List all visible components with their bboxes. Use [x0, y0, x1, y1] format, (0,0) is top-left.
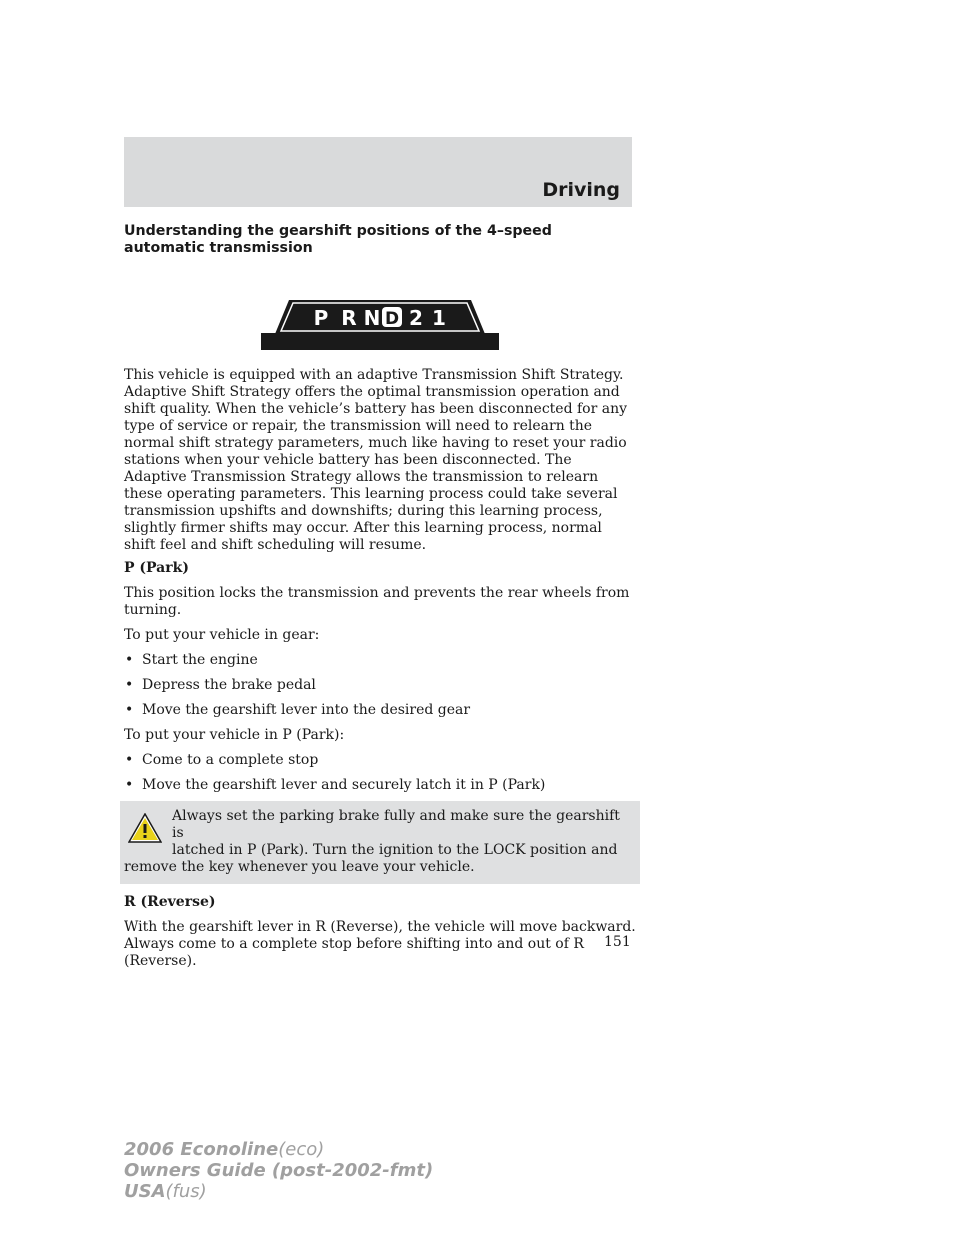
footer-region: USA: [124, 1181, 166, 1202]
list-item: [124, 777, 636, 794]
page-content: [124, 223, 636, 978]
list-item-text: Depress the brake pedal: [142, 677, 316, 693]
gear-n-label: N: [363, 306, 381, 330]
warning-line-3: remove the key whenever you leave your vehicle.: [124, 859, 475, 875]
list-item: [124, 702, 636, 719]
gear-intro: To put your vehicle in gear:: [124, 627, 320, 643]
document-footer: [124, 1139, 433, 1202]
section-title: Driving: [542, 179, 620, 201]
footer-line-1: [124, 1139, 433, 1160]
footer-guide: Owners Guide (post-2002-fmt): [124, 1160, 434, 1181]
gear-2-label: 2: [409, 306, 423, 330]
footer-model-code: (eco): [278, 1139, 325, 1160]
bullet: •: [125, 777, 134, 793]
park-intro: To put your vehicle in P (Park):: [124, 727, 345, 743]
warning-line-2: latched in P (Park). Turn the ignition to the LOCK position and: [172, 842, 618, 858]
footer-model: 2006 Econoline: [124, 1139, 279, 1160]
list-item: [124, 677, 636, 694]
footer-line-3: [124, 1181, 433, 1202]
reverse-heading: R (Reverse): [124, 894, 216, 910]
footer-region-code: (fus): [165, 1181, 207, 1202]
list-item-text: Start the engine: [142, 652, 258, 668]
gear-steps-list: [124, 652, 636, 719]
page-number: 151: [604, 934, 631, 950]
gear-p-label: P: [313, 306, 329, 330]
gear-selector-graphic: [261, 300, 499, 350]
warning-triangle-icon: [128, 813, 162, 843]
bullet: •: [125, 702, 134, 718]
gear-1-label: 1: [432, 306, 446, 330]
gear-r-label: R: [341, 306, 357, 330]
intro-paragraph: This vehicle is equipped with an adaptive Transmission Shift Strategy. Adaptive Shift Strategy offers the optimal transmission operation and shift quality. When the vehicle’s battery has been disconnected for any type of service or repair, the transmission will need to relearn the normal shift strategy parameters, much like having to reset your radio stations when your vehicle battery has been disconnected. The Adaptive Transmission Strategy allows the transmission to relearn these operating parameters. This learning process could take several transmission upshifts and downshifts; during this learning process, slightly firmer shifts may occur. After this learning process, normal shift feel and shift scheduling will resume.: [124, 367, 628, 553]
list-item-text: Move the gearshift lever into the desired gear: [142, 702, 471, 718]
list-item-text: Move the gearshift lever and securely latch it in P (Park): [142, 777, 546, 793]
gear-d-label: D: [384, 309, 400, 329]
list-item: [124, 752, 636, 769]
warning-box: [120, 801, 640, 884]
park-description: This position locks the transmission and prevents the rear wheels from turning.: [124, 585, 630, 618]
gearshift-indicator-figure: [124, 257, 636, 367]
reverse-description: With the gearshift lever in R (Reverse), the vehicle will move backward. Always come to a complete stop before shifting into and out of R (Reverse).: [124, 919, 636, 969]
bullet: •: [125, 677, 134, 693]
footer-line-2: [124, 1160, 433, 1181]
park-steps-list: [124, 752, 636, 794]
list-item-text: Come to a complete stop: [142, 752, 319, 768]
page-heading: Understanding the gearshift positions of the 4–speed automatic transmission: [124, 223, 552, 256]
park-heading: P (Park): [124, 560, 189, 576]
section-header-band: [124, 137, 632, 207]
list-item: [124, 652, 636, 669]
bullet: •: [125, 652, 134, 668]
bullet: •: [125, 752, 134, 768]
warning-line-1: Always set the parking brake fully and make sure the gearshift is: [172, 808, 620, 841]
indicator-base-bar: [261, 333, 499, 350]
